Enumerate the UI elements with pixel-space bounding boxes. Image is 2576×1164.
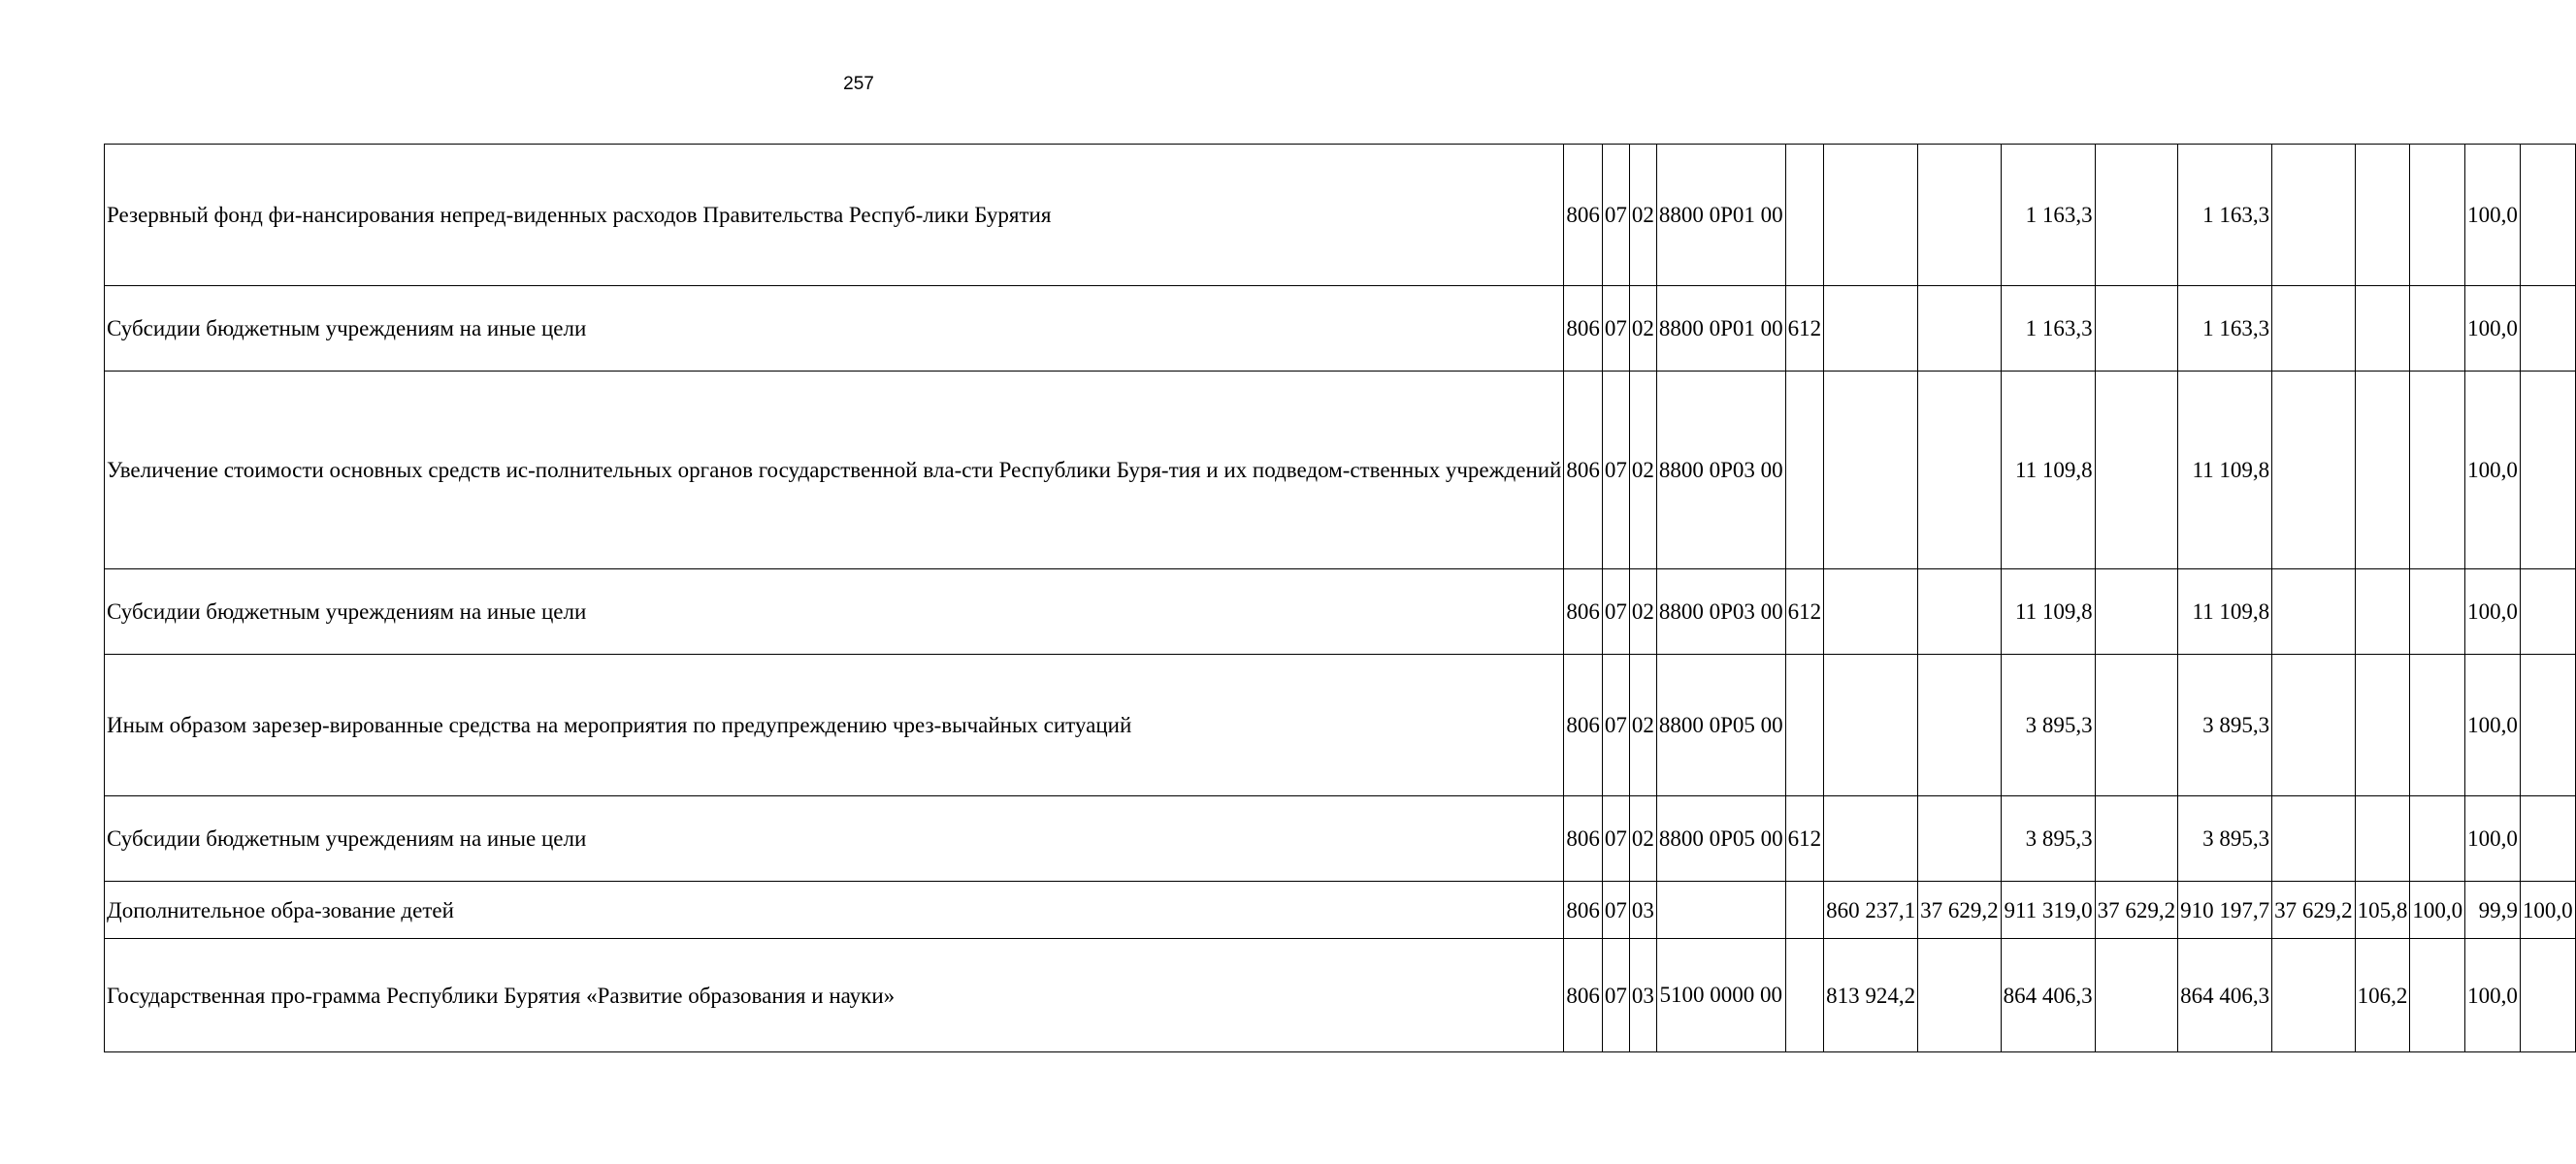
percent-of-refined: 100,0 — [2465, 655, 2521, 796]
table-row — [105, 145, 2576, 286]
expense-type-code — [1785, 372, 1824, 569]
percent-of-refined: 100,0 — [2465, 145, 2521, 286]
percent-of-plan-federal — [2410, 145, 2465, 286]
percent-of-plan-federal — [2410, 286, 2465, 372]
target-article-code: 8800 0P05 00 — [1656, 796, 1785, 882]
percent-of-refined: 100,0 — [2465, 939, 2521, 1052]
section-code: 07 — [1602, 796, 1629, 882]
plan-total — [1824, 286, 1918, 372]
expense-type-code — [1785, 145, 1824, 286]
section-code: 07 — [1602, 939, 1629, 1052]
actual-federal — [2272, 372, 2356, 569]
subsection-code: 03 — [1629, 939, 1656, 1052]
target-article-code: 8800 0P05 00 — [1656, 655, 1785, 796]
percent-of-plan: 105,8 — [2355, 882, 2410, 939]
target-article-code — [1656, 882, 1785, 939]
plan-federal — [1918, 655, 2002, 796]
row-name: Иным образом зарезер-вированные средства на мероприятия по предупреждению чрез-вычайных ситуаций — [105, 655, 1564, 796]
target-article-code: 8800 0P03 00 — [1656, 569, 1785, 655]
plan-federal — [1918, 796, 2002, 882]
plan-total — [1824, 796, 1918, 882]
percent-of-refined-federal: 100,0 — [2520, 882, 2575, 939]
row-name: Увеличение стоимости основных средств ис-полнительных органов государственной вла-сти Республики Буря-тия и их подведом-ственных учреждений — [105, 372, 1564, 569]
refined-plan-federal: 37 629,2 — [2095, 882, 2178, 939]
refined-plan-total: 11 109,8 — [2001, 569, 2095, 655]
actual-federal: 37 629,2 — [2272, 882, 2356, 939]
subsection-code: 02 — [1629, 569, 1656, 655]
actual-federal — [2272, 655, 2356, 796]
actual-total: 864 406,3 — [2178, 939, 2272, 1052]
expense-type-code: 612 — [1785, 796, 1824, 882]
plan-total — [1824, 372, 1918, 569]
plan-total: 860 237,1 — [1824, 882, 1918, 939]
percent-of-plan-federal — [2410, 939, 2465, 1052]
percent-of-plan — [2355, 569, 2410, 655]
grbs-code: 806 — [1564, 569, 1603, 655]
refined-plan-total: 11 109,8 — [2001, 372, 2095, 569]
table-row — [105, 882, 2576, 939]
page-number: 257 — [843, 74, 874, 94]
refined-plan-total: 864 406,3 — [2001, 939, 2095, 1052]
actual-federal — [2272, 286, 2356, 372]
refined-plan-total: 3 895,3 — [2001, 796, 2095, 882]
table-row — [105, 286, 2576, 372]
target-article-code: 5100 0000 00 — [1656, 939, 1785, 1052]
target-article-code: 8800 0P03 00 — [1656, 372, 1785, 569]
percent-of-plan — [2355, 655, 2410, 796]
plan-total — [1824, 145, 1918, 286]
plan-federal: 37 629,2 — [1918, 882, 2002, 939]
percent-of-refined-federal — [2520, 286, 2575, 372]
subsection-code: 02 — [1629, 796, 1656, 882]
subsection-code: 02 — [1629, 372, 1656, 569]
grbs-code: 806 — [1564, 882, 1603, 939]
actual-total: 11 109,8 — [2178, 569, 2272, 655]
plan-total: 813 924,2 — [1824, 939, 1918, 1052]
refined-plan-federal — [2095, 145, 2178, 286]
refined-plan-federal — [2095, 372, 2178, 569]
actual-total: 3 895,3 — [2178, 655, 2272, 796]
section-code: 07 — [1602, 286, 1629, 372]
percent-of-plan: 106,2 — [2355, 939, 2410, 1052]
refined-plan-total: 1 163,3 — [2001, 286, 2095, 372]
actual-federal — [2272, 796, 2356, 882]
actual-total: 11 109,8 — [2178, 372, 2272, 569]
plan-federal — [1918, 286, 2002, 372]
grbs-code: 806 — [1564, 796, 1603, 882]
row-name: Резервный фонд фи-нансирования непред-виденных расходов Правительства Респуб-лики Бурятия — [105, 145, 1564, 286]
expense-type-code — [1785, 939, 1824, 1052]
plan-total — [1824, 655, 1918, 796]
row-name: Субсидии бюджетным учреждениям на иные цели — [105, 569, 1564, 655]
row-name: Субсидии бюджетным учреждениям на иные цели — [105, 796, 1564, 882]
plan-federal — [1918, 569, 2002, 655]
plan-federal — [1918, 372, 2002, 569]
table-row — [105, 569, 2576, 655]
percent-of-plan — [2355, 145, 2410, 286]
subsection-code: 03 — [1629, 882, 1656, 939]
actual-federal — [2272, 145, 2356, 286]
percent-of-plan-federal: 100,0 — [2410, 882, 2465, 939]
row-name: Государственная про-грамма Республики Бурятия «Развитие образования и науки» — [105, 939, 1564, 1052]
percent-of-plan-federal — [2410, 796, 2465, 882]
refined-plan-federal — [2095, 569, 2178, 655]
section-code: 07 — [1602, 569, 1629, 655]
percent-of-refined-federal — [2520, 939, 2575, 1052]
refined-plan-total: 3 895,3 — [2001, 655, 2095, 796]
section-code: 07 — [1602, 145, 1629, 286]
percent-of-refined: 99,9 — [2465, 882, 2521, 939]
actual-total: 1 163,3 — [2178, 145, 2272, 286]
percent-of-refined: 100,0 — [2465, 569, 2521, 655]
percent-of-refined: 100,0 — [2465, 796, 2521, 882]
expense-type-code: 612 — [1785, 569, 1824, 655]
grbs-code: 806 — [1564, 939, 1603, 1052]
actual-federal — [2272, 939, 2356, 1052]
subsection-code: 02 — [1629, 145, 1656, 286]
percent-of-plan-federal — [2410, 655, 2465, 796]
refined-plan-federal — [2095, 286, 2178, 372]
percent-of-plan — [2355, 286, 2410, 372]
table-row — [105, 796, 2576, 882]
plan-federal — [1918, 939, 2002, 1052]
actual-total: 3 895,3 — [2178, 796, 2272, 882]
subsection-code: 02 — [1629, 286, 1656, 372]
actual-total: 910 197,7 — [2178, 882, 2272, 939]
percent-of-plan-federal — [2410, 569, 2465, 655]
row-name: Дополнительное обра-зование детей — [105, 882, 1564, 939]
expense-type-code — [1785, 882, 1824, 939]
percent-of-refined: 100,0 — [2465, 372, 2521, 569]
target-article-code: 8800 0P01 00 — [1656, 286, 1785, 372]
refined-plan-federal — [2095, 939, 2178, 1052]
grbs-code: 806 — [1564, 372, 1603, 569]
percent-of-refined-federal — [2520, 655, 2575, 796]
percent-of-plan — [2355, 796, 2410, 882]
percent-of-refined: 100,0 — [2465, 286, 2521, 372]
refined-plan-federal — [2095, 796, 2178, 882]
actual-federal — [2272, 569, 2356, 655]
section-code: 07 — [1602, 372, 1629, 569]
plan-federal — [1918, 145, 2002, 286]
row-name: Субсидии бюджетным учреждениям на иные цели — [105, 286, 1564, 372]
grbs-code: 806 — [1564, 286, 1603, 372]
expense-type-code — [1785, 655, 1824, 796]
expense-type-code: 612 — [1785, 286, 1824, 372]
section-code: 07 — [1602, 882, 1629, 939]
percent-of-refined-federal — [2520, 796, 2575, 882]
budget-table — [104, 144, 2576, 1052]
refined-plan-total: 911 319,0 — [2001, 882, 2095, 939]
actual-total: 1 163,3 — [2178, 286, 2272, 372]
percent-of-refined-federal — [2520, 145, 2575, 286]
section-code: 07 — [1602, 655, 1629, 796]
table-row — [105, 372, 2576, 569]
refined-plan-total: 1 163,3 — [2001, 145, 2095, 286]
grbs-code: 806 — [1564, 145, 1603, 286]
subsection-code: 02 — [1629, 655, 1656, 796]
plan-total — [1824, 569, 1918, 655]
grbs-code: 806 — [1564, 655, 1603, 796]
table-row — [105, 655, 2576, 796]
percent-of-refined-federal — [2520, 372, 2575, 569]
target-article-code: 8800 0P01 00 — [1656, 145, 1785, 286]
percent-of-plan — [2355, 372, 2410, 569]
percent-of-refined-federal — [2520, 569, 2575, 655]
table-row — [105, 939, 2576, 1052]
refined-plan-federal — [2095, 655, 2178, 796]
percent-of-plan-federal — [2410, 372, 2465, 569]
